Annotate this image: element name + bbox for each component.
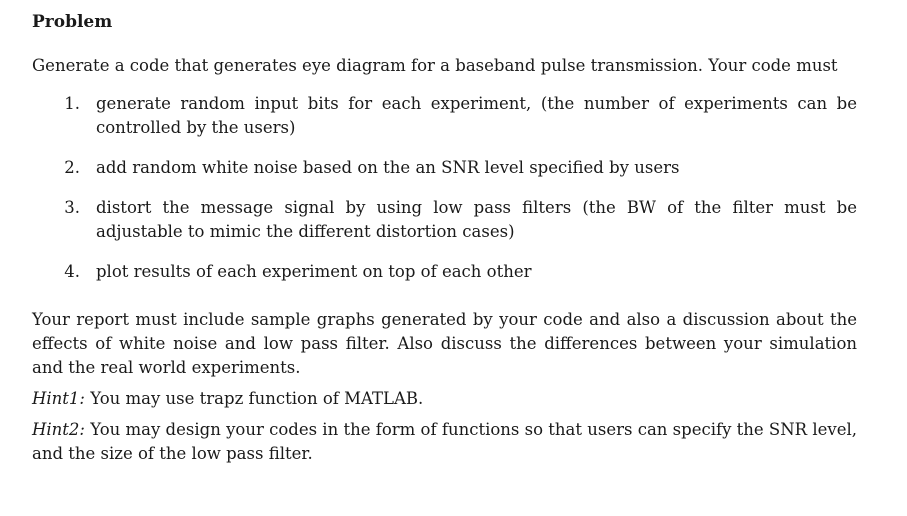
requirement-number: 4.	[64, 262, 80, 281]
hint1-label: Hint1:	[32, 389, 85, 408]
hint2-paragraph	[32, 418, 857, 466]
requirement-number: 3.	[64, 198, 80, 217]
requirement-number: 2.	[64, 158, 80, 177]
requirement-text: add random white noise based on the an SNR level specified by users	[96, 158, 680, 177]
problem-heading: Problem	[32, 12, 113, 32]
requirement-item-2	[32, 156, 857, 180]
requirement-item-4	[32, 260, 857, 284]
hint2-label: Hint2:	[32, 420, 85, 439]
requirement-text: generate random input bits for each experiment, (the number of experiments can be controlled by the users)	[96, 94, 857, 137]
requirement-text: distort the message signal by using low pass filters (the BW of the filter must be adjustable to mimic the different distortion cases)	[96, 198, 857, 241]
report-paragraph: Your report must include sample graphs generated by your code and also a discussion about the effects of white noise and low pass filter. Also discuss the differences between your simulation and the real world experiments.	[32, 310, 857, 377]
hint2-text: You may design your codes in the form of functions so that users can specify the SNR level, and the size of the low pass filter.	[32, 420, 857, 463]
requirement-number: 1.	[64, 94, 80, 113]
hint1-text: You may use trapz function of MATLAB.	[84, 389, 424, 408]
hint1-paragraph	[32, 387, 857, 411]
requirement-item-1	[32, 92, 857, 140]
requirement-item-3	[32, 196, 857, 244]
document-page	[32, 10, 857, 473]
requirement-text: plot results of each experiment on top of each other	[96, 262, 532, 281]
intro-paragraph: Generate a code that generates eye diagram for a baseband pulse transmission. Your code must	[32, 56, 838, 75]
requirements-list	[32, 92, 857, 284]
